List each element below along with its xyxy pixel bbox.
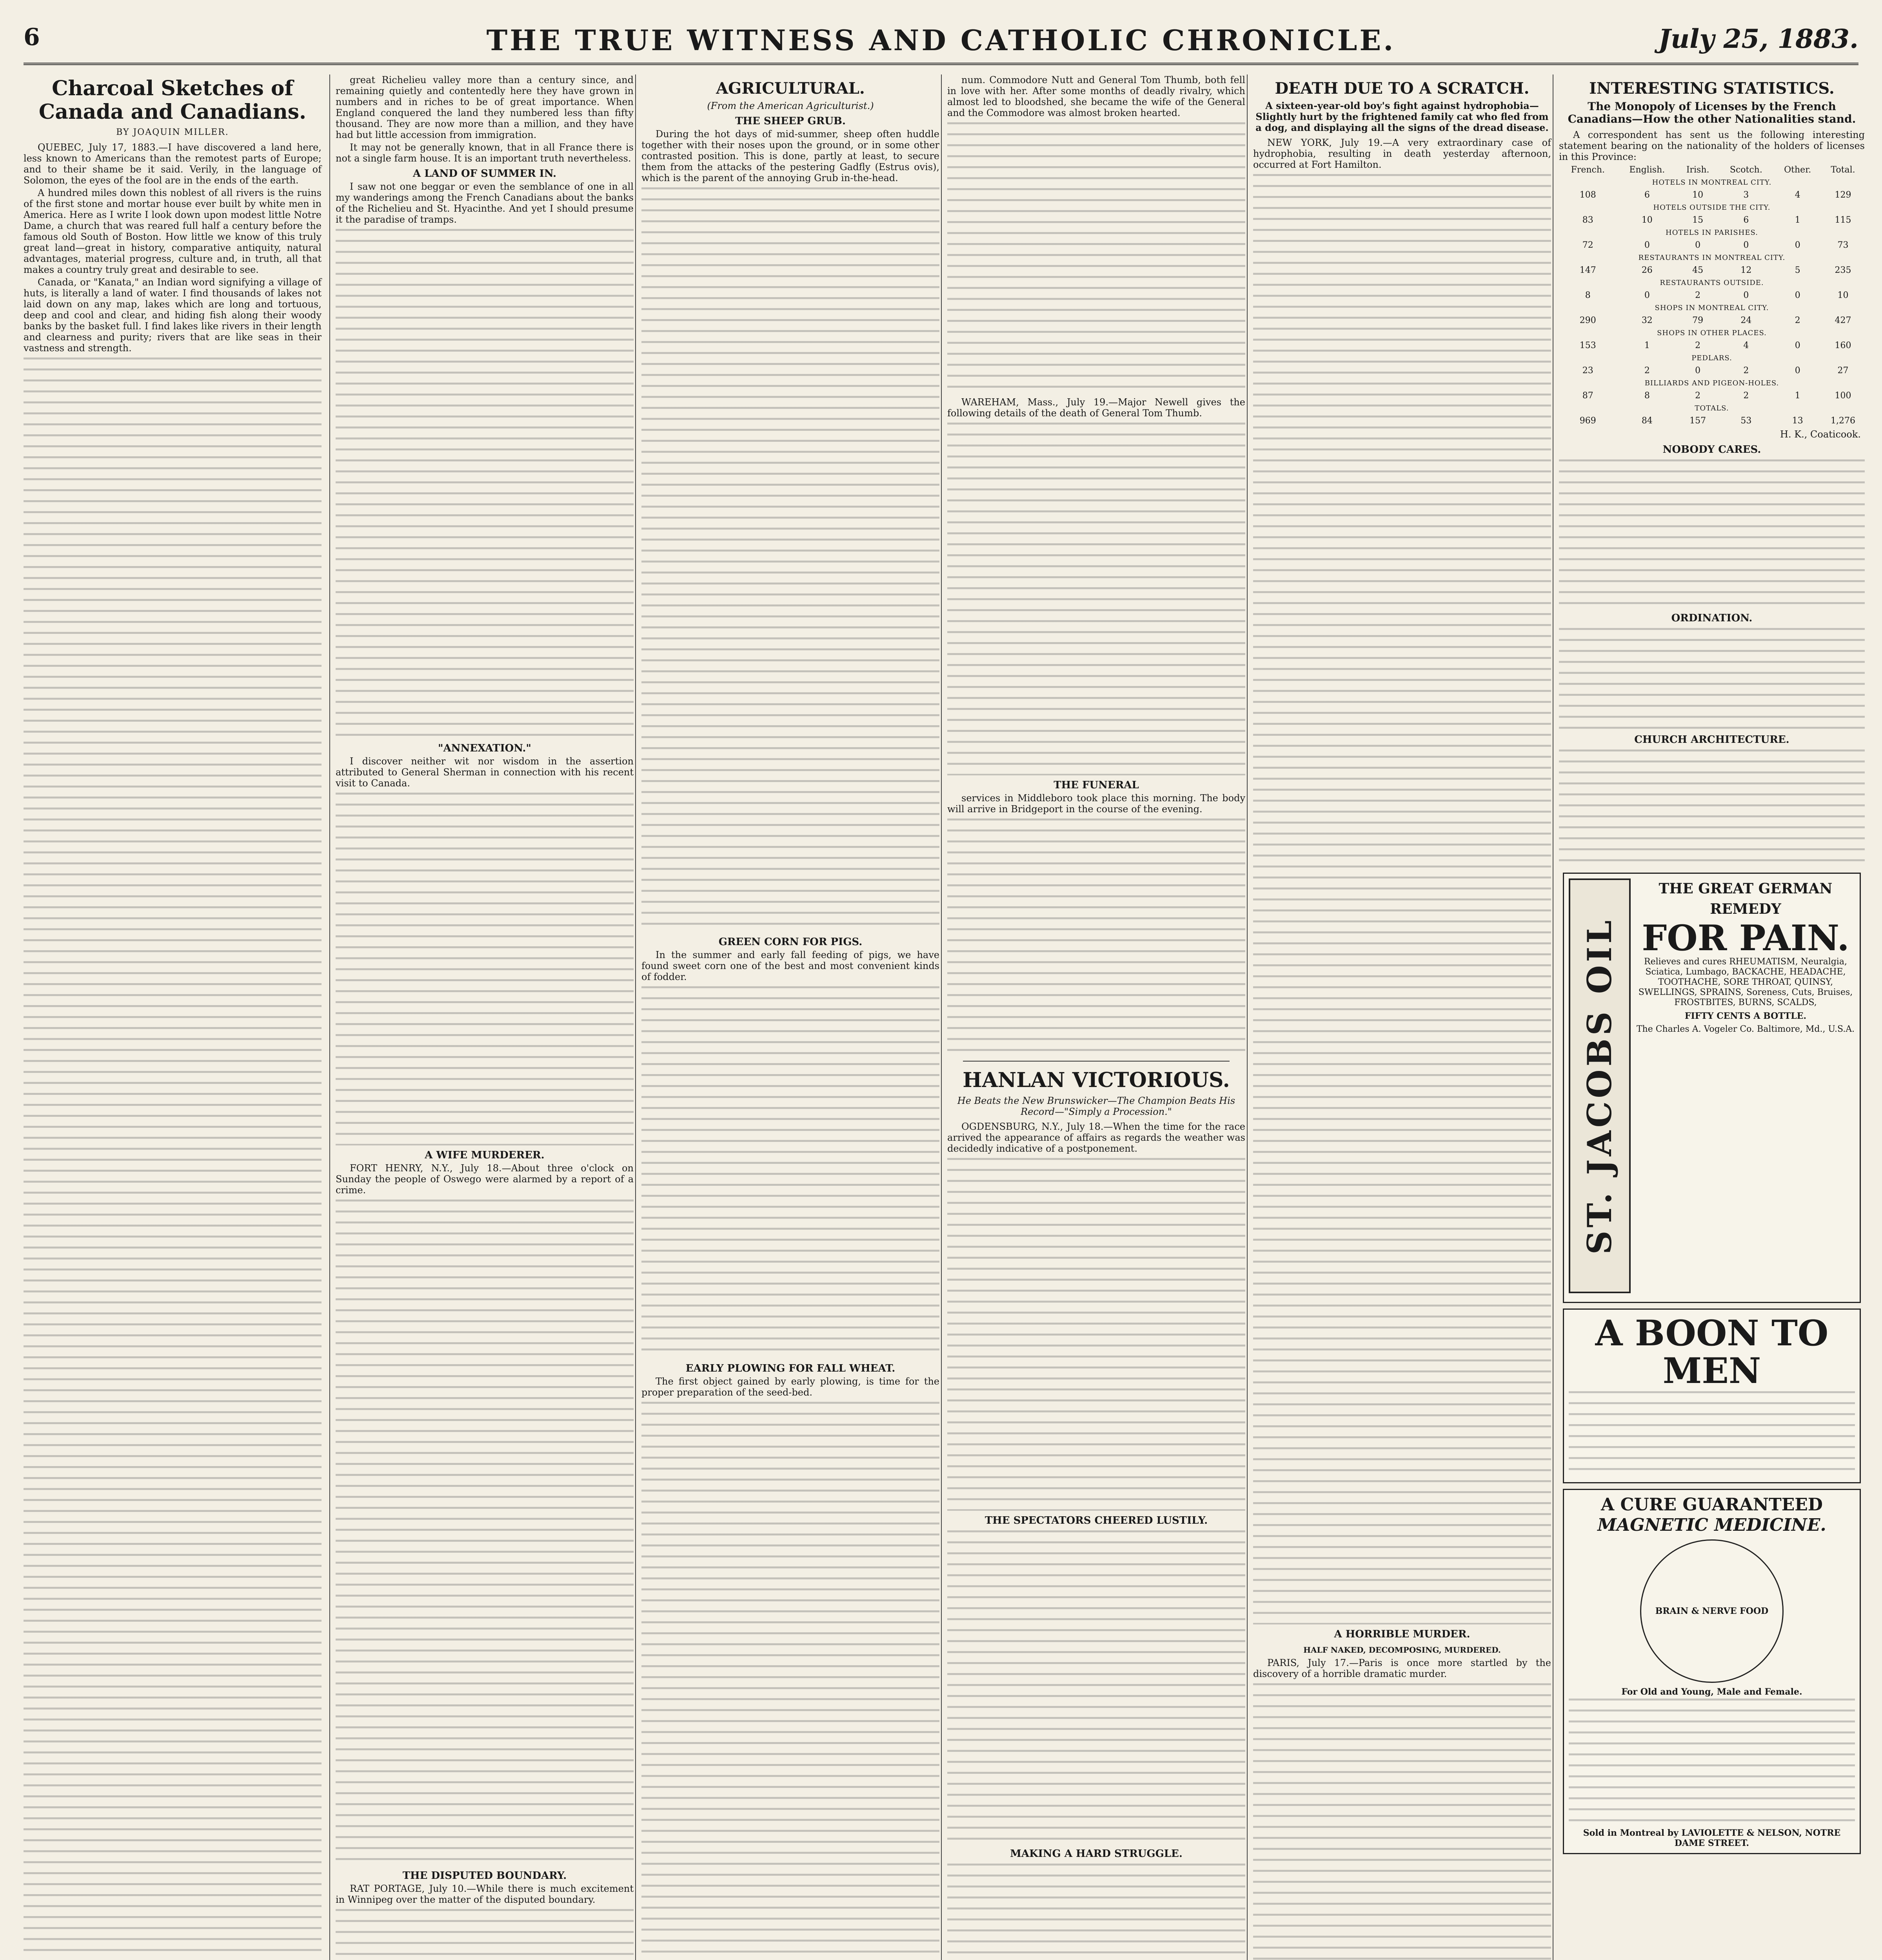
table-section-label-row — [1559, 252, 1865, 264]
table-cell: 53 — [1740, 416, 1752, 426]
article-paragraph: A hundred miles down this noblest of all rivers is the ruins of the first stone and mortar house ever built by white men in America. Here as I write I look down upon modest little Notre Dame, a church that was reared full half a century before the famous old South of Boston. How little we know of this truly great land—great in history, comparative antiquity, natural advantages, material progress, culture and, in truth, all that makes a country truly great and desirable to see. — [24, 187, 322, 275]
ad-footer: Sold in Montreal by LAVIOLETTE & NELSON, NOTRE DAME STREET. — [1583, 1828, 1841, 1848]
article-paragraph: services in Middleboro took place this morning. The body will arrive in Bridgeport in the course of the evening. — [947, 793, 1245, 815]
section-heading: THE SPECTATORS CHEERED LUSTILY. — [985, 1515, 1208, 1526]
table-cell: 83 — [1582, 215, 1593, 225]
article-paragraph: FORT HENRY, N.Y., July 18.—About three o'clock on Sunday the people of Oswego were alarmed by a report of a crime. — [336, 1163, 634, 1196]
table-cell: 1,276 — [1831, 416, 1855, 426]
table-cell: 72 — [1582, 240, 1593, 250]
article-text-continuation — [336, 229, 634, 739]
ad-body-text — [1569, 1699, 1855, 1824]
table-section-label-row — [1559, 352, 1865, 365]
article-paragraph: A correspondent has sent us the following interesting statement bearing on the nationality of the holders of licenses in this Province: — [1559, 129, 1865, 162]
vertical-brand-text: ST. JACOBS OIL — [1580, 917, 1619, 1255]
ad-subheading: MAGNETIC MEDICINE. — [1597, 1515, 1826, 1535]
table-section-label-row — [1559, 176, 1865, 189]
table-cell: 13 — [1792, 416, 1803, 426]
article-text-continuation — [947, 1158, 1245, 1511]
table-section-label: HOTELS OUTSIDE THE CITY. — [1653, 203, 1771, 212]
table-cell: 153 — [1579, 341, 1596, 350]
article-text-continuation — [1559, 628, 1865, 730]
table-cell: 2 — [1695, 391, 1701, 401]
ad-big-text: FOR PAIN. — [1642, 917, 1849, 959]
article-text-continuation — [947, 818, 1245, 1054]
table-section-label: PEDLARS. — [1691, 354, 1732, 362]
ad-body-text — [1569, 1391, 1855, 1477]
table-cell: 0 — [1795, 366, 1800, 376]
article-paragraph: PARIS, July 17.—Paris is once more startled by the discovery of a horrible dramatic murder. — [1253, 1657, 1551, 1679]
table-cell: 32 — [1641, 316, 1653, 325]
table-row — [1559, 314, 1865, 327]
article-text-continuation — [947, 1530, 1245, 1844]
license-statistics-table — [1559, 164, 1865, 427]
table-cell: 10 — [1837, 290, 1849, 300]
article-text-continuation — [947, 423, 1245, 775]
section-heading: "ANNEXATION." — [438, 742, 531, 754]
article-text-continuation — [1253, 174, 1551, 1624]
table-section-label-row — [1559, 327, 1865, 339]
article-paragraph: Canada, or "Kanata," an Indian word signifying a village of huts, is literally a land of water. I find thousands of lakes not laid down on any map, lakes which are long and tortuous, deep and cool and clear, and hiding fish along their woody banks by the basket full. I find lakes like rivers in their length and clearness and purity; rivers that are like seas in their vastness and strength. — [24, 277, 322, 354]
column-2 — [329, 74, 639, 1960]
table-header-row — [1559, 164, 1865, 176]
newspaper-title: THE TRUE WITNESS AND CATHOLIC CHRONICLE. — [486, 24, 1396, 57]
masthead — [24, 16, 1858, 65]
headline-hanlan-victorious: HANLAN VICTORIOUS. — [963, 1068, 1230, 1092]
article-text-continuation — [24, 358, 322, 1960]
table-cell: 1 — [1795, 215, 1800, 225]
table-cell: 2 — [1695, 341, 1701, 350]
subhead-statistics: The Monopoly of Licenses by the French Canadians—How the other Nationalities stand. — [1568, 100, 1856, 125]
table-cell: 0 — [1795, 240, 1800, 250]
ad-big-text: A CURE GUARANTEED — [1601, 1495, 1823, 1515]
article-paragraph: WAREHAM, Mass., July 19.—Major Newell gives the following details of the death of General Tom Thumb. — [947, 397, 1245, 419]
page-number: 6 — [24, 24, 40, 51]
section-heading: EARLY PLOWING FOR FALL WHEAT. — [685, 1363, 896, 1374]
table-cell: 15 — [1692, 215, 1704, 225]
table-row — [1559, 289, 1865, 302]
table-cell: 2 — [1743, 391, 1749, 401]
table-cell: 147 — [1579, 265, 1596, 275]
section-heading: CHURCH ARCHITECTURE. — [1634, 734, 1789, 746]
table-section-label: RESTAURANTS IN MONTREAL CITY. — [1638, 254, 1786, 262]
table-section-label: SHOPS IN MONTREAL CITY. — [1655, 304, 1769, 312]
article-text-continuation — [1559, 750, 1865, 867]
table-row — [1559, 264, 1865, 277]
table-cell: 1 — [1644, 341, 1650, 350]
table-row — [1559, 339, 1865, 352]
table-cell: 3 — [1743, 190, 1749, 200]
subhead-source: (From the American Agriculturist.) — [707, 100, 874, 111]
article-paragraph: num. Commodore Nutt and General Tom Thumb, both fell in love with her. After some months of deadly rivalry, which almost led to bloodshed, she became the wife of the General and the Commodore was almost broken hearted. — [947, 74, 1245, 118]
table-cell: 23 — [1582, 366, 1593, 376]
headline-interesting-statistics: INTERESTING STATISTICS. — [1589, 79, 1835, 98]
article-text-continuation — [641, 187, 939, 932]
table-body — [1559, 176, 1865, 427]
table-cell: 4 — [1795, 190, 1800, 200]
column-1 — [24, 74, 327, 1960]
table-row — [1559, 365, 1865, 377]
table-row — [1559, 390, 1865, 402]
column-header: English. — [1629, 165, 1665, 175]
table-cell: 100 — [1835, 391, 1851, 401]
table-row — [1559, 415, 1865, 427]
ad-heading: THE GREAT GERMAN REMEDY — [1659, 880, 1833, 917]
table-cell: 45 — [1692, 265, 1704, 275]
advertisement-boon-to-men — [1563, 1308, 1861, 1483]
table-cell: 0 — [1795, 341, 1800, 350]
headline-charcoal-sketches: Charcoal Sketches of Canada and Canadians. — [38, 76, 307, 124]
section-heading: THE DISPUTED BOUNDARY. — [402, 1870, 567, 1882]
article-paragraph: RAT PORTAGE, July 10.—While there is much excitement in Winnipeg over the matter of the disputed boundary. — [336, 1883, 634, 1905]
section-heading: A WIFE MURDERER. — [425, 1149, 545, 1161]
table-cell: 26 — [1641, 265, 1653, 275]
section-heading: MAKING A HARD STRUGGLE. — [1010, 1848, 1183, 1860]
article-paragraph: It may not be generally known, that in all France there is not a single farm house. It is an important truth nevertheless. — [336, 142, 634, 164]
table-section-label: BILLIARDS AND PIGEON-HOLES. — [1644, 379, 1779, 387]
article-paragraph: I saw not one beggar or even the semblance of one in all my wanderings among the French Canadians about the banks of the Richelieu and St. Hyacinthe. And yet I should presume it the paradise of tramps. — [336, 181, 634, 225]
column-header: Irish. — [1686, 165, 1709, 175]
table-cell: 0 — [1743, 290, 1749, 300]
table-row — [1559, 189, 1865, 201]
article-text-continuation — [336, 1909, 634, 1960]
table-cell: 10 — [1692, 190, 1704, 200]
article-text-continuation — [947, 1864, 1245, 1960]
table-section-label: SHOPS IN OTHER PLACES. — [1657, 329, 1767, 337]
ad-tagline: For Old and Young, Male and Female. — [1621, 1687, 1802, 1697]
table-cell: 4 — [1743, 341, 1749, 350]
table-cell: 0 — [1644, 290, 1650, 300]
section-heading: ORDINATION. — [1671, 612, 1753, 624]
table-cell: 969 — [1579, 416, 1596, 426]
table-cell: 157 — [1689, 416, 1706, 426]
table-cell: 12 — [1740, 265, 1752, 275]
table-section-label: TOTALS. — [1695, 404, 1729, 412]
subhead-hanlan: He Beats the New Brunswicker—The Champion Beats His Record—"Simply a Procession." — [957, 1095, 1235, 1117]
table-cell: 290 — [1579, 316, 1596, 325]
table-section-label-row — [1559, 277, 1865, 289]
table-cell: 79 — [1692, 316, 1704, 325]
headline-agricultural: AGRICULTURAL. — [716, 79, 865, 98]
article-text-continuation — [336, 793, 634, 1145]
table-section-label: RESTAURANTS OUTSIDE. — [1660, 279, 1764, 287]
table-cell: 2 — [1795, 316, 1800, 325]
article-paragraph: During the hot days of mid-summer, sheep often huddle together with their noses upon the ground, or in some other contrasted position. This is done, partly at least, to secure them from the attacks of the pestering Gadfly (Estrus ovis), which is the parent of the annoying Grub in-the-head. — [641, 129, 939, 183]
table-cell: 160 — [1835, 341, 1851, 350]
article-text-continuation — [947, 122, 1245, 397]
table-cell: 0 — [1644, 240, 1650, 250]
article-paragraph: In the summer and early fall feeding of pigs, we have found sweet corn one of the best and most convenient kinds of fodder. — [641, 949, 939, 982]
article-paragraph: I discover neither wit nor wisdom in the assertion attributed to General Sherman in connection with his recent visit to Canada. — [336, 756, 634, 789]
column-4 — [941, 74, 1251, 1960]
headline-death-scratch: DEATH DUE TO A SCRATCH. — [1275, 79, 1530, 98]
article-paragraph: The first object gained by early plowing, is time for the proper preparation of the seed-bed. — [641, 1376, 939, 1398]
table-section-label: HOTELS IN MONTREAL CITY. — [1652, 178, 1772, 187]
section-heading: THE FUNERAL — [1054, 779, 1139, 791]
table-section-label-row — [1559, 377, 1865, 390]
table-cell: 10 — [1641, 215, 1653, 225]
table-cell: 0 — [1795, 290, 1800, 300]
table-cell: 8 — [1585, 290, 1591, 300]
article-paragraph: great Richelieu valley more than a century since, and remaining quietly and contentedly here they have grown in numbers and in riches to be of great importance. When England conquered the land they numbered less than fifty thousand. They are now more than a million, and they have had but little accession from immigration. — [336, 74, 634, 140]
issue-date: July 25, 1883. — [1658, 24, 1858, 54]
advertisement-pain-remedy — [1563, 873, 1861, 1303]
table-cell: 73 — [1837, 240, 1849, 250]
table-cell: 84 — [1641, 416, 1653, 426]
article-paragraph: OGDENSBURG, N.Y., July 18.—When the time for the race arrived the appearance of affairs as regards the weather was decidedly indicative of a postponement. — [947, 1121, 1245, 1154]
table-cell: 87 — [1582, 391, 1593, 401]
column-header: Total. — [1831, 165, 1855, 175]
ad-big-text: A BOON TO MEN — [1595, 1312, 1829, 1392]
column-header: Other. — [1784, 165, 1811, 175]
article-paragraph: NEW YORK, July 19.—A very extraordinary case of hydrophobia, resulting in death yesterday afternoon, occurred at Fort Hamilton. — [1253, 137, 1551, 170]
table-cell: 6 — [1743, 215, 1749, 225]
table-cell: 1 — [1795, 391, 1800, 401]
table-cell: 115 — [1835, 215, 1851, 225]
column-6 — [1553, 74, 1865, 1960]
table-cell: 27 — [1837, 366, 1849, 376]
table-cell: 0 — [1695, 240, 1701, 250]
table-cell: 0 — [1743, 240, 1749, 250]
table-cell: 24 — [1740, 316, 1752, 325]
column-3 — [635, 74, 945, 1960]
table-section-label-row — [1559, 201, 1865, 214]
table-row — [1559, 239, 1865, 252]
article-text-continuation — [1253, 1683, 1551, 1960]
table-cell: 6 — [1644, 190, 1650, 200]
divider — [963, 1061, 1230, 1062]
section-heading: GREEN CORN FOR PIGS. — [718, 936, 863, 948]
ad-maker: The Charles A. Vogeler Co. Baltimore, Md., U.S.A. — [1636, 1024, 1855, 1034]
vertical-brand-panel — [1569, 878, 1631, 1293]
table-cell: 2 — [1695, 290, 1701, 300]
article-text-continuation — [641, 986, 939, 1359]
table-cell: 2 — [1743, 366, 1749, 376]
column-5 — [1247, 74, 1557, 1960]
article-text-continuation — [641, 1402, 939, 1960]
table-cell: 108 — [1579, 190, 1596, 200]
table-cell: 129 — [1835, 190, 1851, 200]
section-subheading: HALF NAKED, DECOMPOSING, MURDERED. — [1303, 1645, 1501, 1655]
table-cell: 8 — [1644, 391, 1650, 401]
byline: BY JOAQUIN MILLER. — [116, 127, 229, 137]
advertisement-magnetic-medicine — [1563, 1489, 1861, 1854]
ad-price: FIFTY CENTS A BOTTLE. — [1684, 1011, 1807, 1021]
column-header: French. — [1571, 165, 1605, 175]
section-heading: A HORRIBLE MURDER. — [1334, 1628, 1470, 1640]
section-heading: A LAND OF SUMMER IN. — [412, 168, 556, 180]
table-cell: 2 — [1644, 366, 1650, 376]
subhead-death-scratch: A sixteen-year-old boy's fight against hydrophobia—Slightly hurt by the frightened family cat who fled from a dog, and displaying all the signs of the dread disease. — [1255, 100, 1549, 133]
article-paragraph: QUEBEC, July 17, 1883.—I have discovered a land here, less known to Americans than the remotest parts of Europe; and to their shame be it said. Verily, in the language of Solomon, the eyes of the fool are in the ends of the earth. — [24, 142, 322, 186]
table-cell: 0 — [1695, 366, 1701, 376]
table-cell: 235 — [1835, 265, 1851, 275]
table-cell: 427 — [1835, 316, 1851, 325]
section-heading: NOBODY CARES. — [1662, 444, 1761, 456]
signoff: H. K., Coaticook. — [1780, 429, 1861, 440]
section-heading: THE SHEEP GRUB. — [735, 115, 846, 127]
ad-body: Relieves and cures RHEUMATISM, Neuralgia, Sciatica, Lumbago, BACKACHE, HEADACHE, TOOTHACHE, SORE THROAT, QUINSY, SWELLINGS, SPRAINS, Soreness, Cuts, Bruises, FROSTBITES, BURNS, SCALDS, — [1638, 957, 1853, 1007]
column-header: Scotch. — [1729, 165, 1762, 175]
table-cell: 5 — [1795, 265, 1800, 275]
table-section-label-row — [1559, 402, 1865, 415]
table-section-label-row — [1559, 227, 1865, 239]
article-text-continuation — [336, 1200, 634, 1866]
table-section-label: HOTELS IN PARISHES. — [1666, 229, 1758, 237]
table-row — [1559, 214, 1865, 227]
article-text-continuation — [1559, 459, 1865, 608]
brain-nerve-food-seal-icon: BRAIN & NERVE FOOD — [1640, 1539, 1784, 1683]
table-section-label-row — [1559, 302, 1865, 314]
